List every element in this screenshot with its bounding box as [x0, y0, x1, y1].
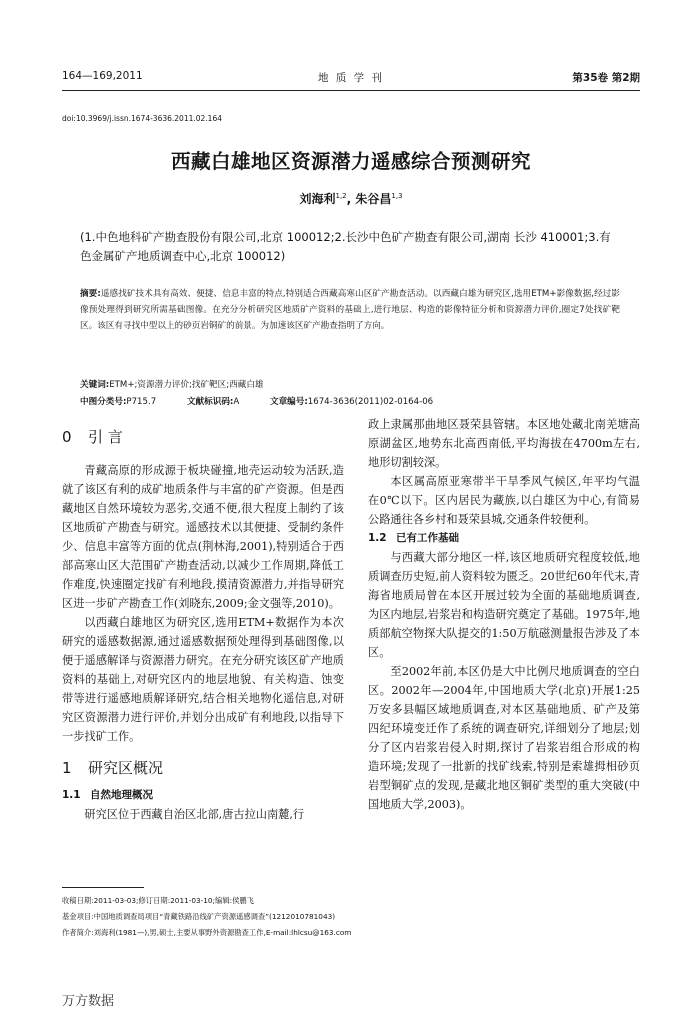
- right-column: [368, 415, 640, 814]
- doc-code-label: 文献标识码:: [186, 397, 234, 407]
- watermark: 万方数据: [62, 994, 115, 1009]
- article-no-value: 1674-3636(2011)02-0164-06: [307, 397, 434, 407]
- author-sup: 1,2: [335, 192, 347, 200]
- header-journal: 地 质 学 刊: [317, 72, 384, 84]
- doc-code-value: A: [233, 397, 240, 407]
- left-column: [62, 425, 344, 824]
- section-number: 0: [62, 428, 72, 446]
- header-issue: 第35卷 第2期: [572, 72, 640, 84]
- section-title: 引 言: [88, 428, 123, 446]
- abstract: [80, 286, 620, 334]
- section-number: 1: [62, 759, 72, 777]
- authors: 刘海利$^{1,2}$, 朱谷昌$^{1,3}$: [299, 192, 403, 206]
- abstract-text: 遥感找矿技术具有高效、便捷、信息丰富的特点,特别适合西藏高寒山区矿产勘查活动。以西藏白雄为研究区,选用ETM+影像数据,经过影像预处理得到研究所需基础图像。在充分分析研究区地质矿产资料的基础上,进行地层、构造的影像特征分析和资源潜力评价,圈定7处找矿靶区。该区有寻找中型以上的砂页岩铜矿的前景。为加速该区矿产勘查指明了方向。: [80, 289, 620, 331]
- author-name: 刘海利: [299, 192, 336, 206]
- paragraph: 研究区位于西藏自治区北部,唐古拉山南麓,行: [84, 808, 305, 821]
- article-no-label: 文章编号:: [269, 397, 308, 407]
- header-pages: 164—169,2011: [62, 70, 143, 82]
- doc-code: [187, 397, 239, 407]
- author-name: 朱谷昌: [355, 192, 392, 206]
- subsection-1-2-heading: [368, 529, 640, 548]
- footnote-fund: 基金项目:中国地质调查局项目“青藏铁路沿线矿产资源遥感调查”(1212010781043): [62, 912, 336, 921]
- subsection-title: 自然地理概况: [90, 789, 153, 801]
- paragraph: 至2002年前,本区仍是大中比例尺地质调查的空白区。2002年—2004年,中国地质大学(北京)开展1:25万安多县幅区域地质调查,对本区基础地质、矿产及第四纪环境变迁作了系统的调查研究,详细划分了地层;划分了区内岩浆岩侵入时期,探讨了岩浆岩组合形成的构造环境;发现了一批新的找矿线索,特别是索雄拇相砂页岩型铜矿点的发现,是藏北地区铜矿类型的重大突破(中国地质大学,2003)。: [368, 665, 640, 811]
- classification-value: P715.7: [126, 397, 157, 407]
- author-sup: 1,3: [391, 192, 403, 200]
- article-no: [270, 397, 433, 407]
- footnote-dates: 收稿日期:2011-03-03;修订日期:2011-03-10;编辑:侯鹏飞: [62, 896, 254, 905]
- keywords-text: ETM+;资源潜力评价;找矿靶区;西藏白雄: [109, 380, 264, 390]
- header-rule: [62, 90, 640, 91]
- article-meta: [80, 395, 620, 407]
- classification: [80, 397, 156, 407]
- paper-title: 西藏白雄地区资源潜力遥感综合预测研究: [170, 150, 531, 173]
- section-1-heading: [62, 756, 344, 780]
- footnote-rule: [62, 887, 144, 888]
- section-0-heading: [62, 425, 344, 449]
- affiliations: (1.中色地科矿产勘查股份有限公司,北京 100012;2.长沙中色矿产勘查有限公司,湖南 长沙 410001;3.有色金属矿产地质调查中心,北京 100012): [80, 230, 611, 263]
- footnote-author: 作者简介:刘海利(1981—),男,硕士,主要从事野外资源勘查工作,E-mail:lhlcsu@163.com: [62, 928, 352, 937]
- classification-label: 中图分类号:: [80, 397, 127, 407]
- keywords: [80, 378, 620, 390]
- paragraph: 与西藏大部分地区一样,该区地质研究程度较低,地质调查历史短,前人资料较为匮乏。20世纪60年代末,青海省地质局曾在本区开展过较为全面的基础地质调查,为区内地层,岩浆岩和构造研究奠定了基础。1975年,地质部航空物探大队提交的1:50万航磁测量报告涉及了本区。: [368, 551, 640, 659]
- subsection-number: 1.1: [62, 789, 81, 801]
- doi: doi:10.3969/j.issn.1674-3636.2011.02.164: [62, 114, 222, 123]
- keywords-label: 关键词:: [80, 380, 110, 390]
- subsection-title: 已有工作基础: [396, 532, 459, 544]
- section-title: 研究区概况: [88, 759, 164, 777]
- subsection-1-1-heading: [62, 786, 344, 805]
- paragraph: 本区属高原亚寒带半干旱季风气候区,年平均气温在0℃以下。区内居民为藏族,以白雄区为中心,有简易公路通往各乡村和聂荣县城,交通条件较便利。: [368, 475, 640, 526]
- abstract-label: 摘要:: [80, 289, 101, 299]
- subsection-number: 1.2: [368, 532, 387, 544]
- paragraph: 政上隶属那曲地区聂荣县管辖。本区地处藏北南羌塘高原湖盆区,地势东北高西南低,平均海拔在4700m左右,地形切割较深。: [368, 418, 640, 469]
- paragraph: 以西藏白雄地区为研究区,选用ETM+数据作为本次研究的遥感数据源,通过遥感数据预处理得到基础图像,以便于遥感解译与资源潜力研究。在充分研究该区矿产地质资料的基础上,对研究区内的地层地貌、有关构造、蚀变带等进行遥感地质解译研究,结合相关地物化遥信息,对研究区资源潜力进行评价,并划分出成矿有利地段,以指导下一步找矿工作。: [62, 616, 344, 743]
- paragraph: 青藏高原的形成源于板块碰撞,地壳运动较为活跃,造就了该区有利的成矿地质条件与丰富的矿产资源。但是西藏地区自然环境较为恶劣,交通不便,很大程度上制约了该区地质矿产勘查与研究。遥感技术以其便捷、受制约条件少、信息丰富等方面的优点(荆林海,2001),特别适合于西部高寒山区大范围矿产勘查活动,以减少工作周期,降低工作难度,快速圈定找矿有利地段,摸清资源潜力,并指导研究区进一步矿产勘查工作(刘晓东,2009;金文强等,2010)。: [62, 464, 344, 610]
